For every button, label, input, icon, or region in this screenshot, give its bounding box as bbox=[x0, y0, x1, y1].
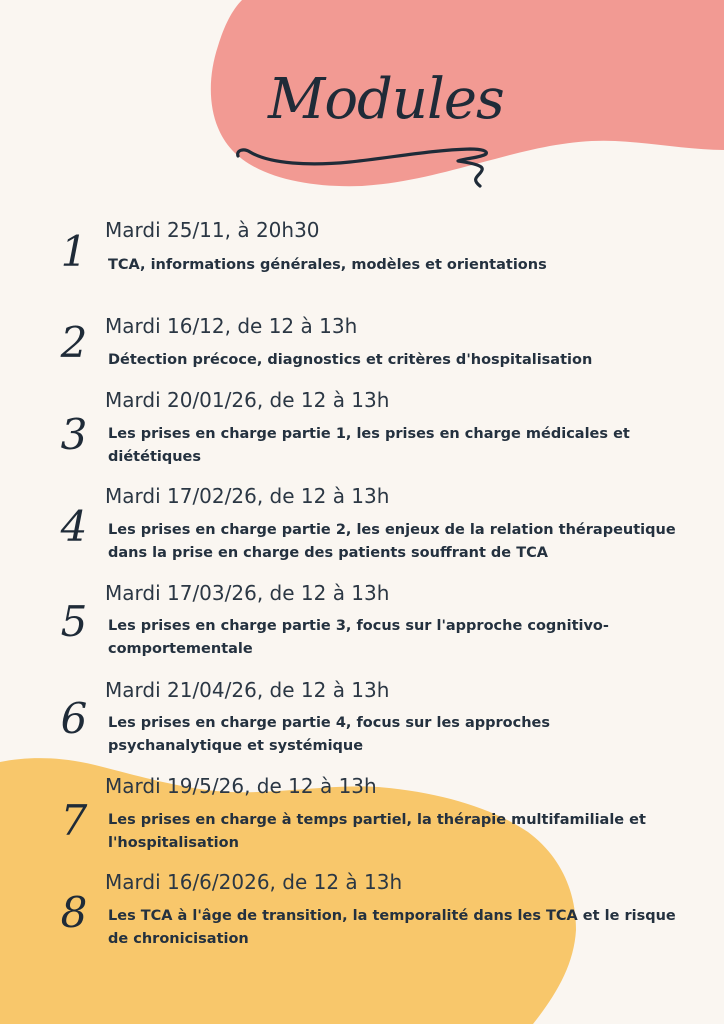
module-number: 4 bbox=[60, 502, 88, 551]
module-date: Mardi 16/6/2026, de 12 à 13h bbox=[105, 870, 403, 894]
module-description: Les prises en charge partie 2, les enjeux de la relation thérapeutique dans la prise en charge des patients souffrant de TCA bbox=[108, 522, 676, 561]
module-date: Mardi 21/04/26, de 12 à 13h bbox=[105, 678, 390, 702]
module-description: TCA, informations générales, modèles et orientations bbox=[108, 257, 547, 273]
module-number: 1 bbox=[60, 227, 88, 276]
module-description: Les prises en charge partie 3, focus sur l'approche cognitivo-comportementale bbox=[108, 618, 609, 657]
module-date: Mardi 16/12, de 12 à 13h bbox=[105, 314, 358, 338]
module-number: 6 bbox=[60, 694, 88, 743]
module-description: Détection précoce, diagnostics et critères d'hospitalisation bbox=[108, 352, 593, 368]
module-number: 2 bbox=[60, 318, 88, 367]
module-date: Mardi 25/11, à 20h30 bbox=[105, 218, 320, 242]
module-description: Les prises en charge partie 4, focus sur les approches psychanalytique et systémique bbox=[108, 715, 551, 754]
module-number: 8 bbox=[60, 888, 88, 937]
module-date: Mardi 19/5/26, de 12 à 13h bbox=[105, 774, 377, 798]
title-underline-swirl bbox=[230, 140, 500, 200]
module-description: Les TCA à l'âge de transition, la temporalité dans les TCA et le risque de chronicisation bbox=[108, 908, 676, 947]
module-description: Les prises en charge à temps partiel, la thérapie multifamiliale et l'hospitalisation bbox=[108, 812, 646, 851]
module-description: Les prises en charge partie 1, les prises en charge médicales et diététiques bbox=[108, 426, 630, 465]
module-number: 3 bbox=[60, 410, 88, 459]
page-title: Modules bbox=[268, 67, 504, 132]
module-date: Mardi 17/02/26, de 12 à 13h bbox=[105, 484, 390, 508]
module-number: 7 bbox=[60, 796, 88, 845]
module-number: 5 bbox=[60, 597, 88, 646]
module-date: Mardi 17/03/26, de 12 à 13h bbox=[105, 581, 390, 605]
module-date: Mardi 20/01/26, de 12 à 13h bbox=[105, 388, 390, 412]
